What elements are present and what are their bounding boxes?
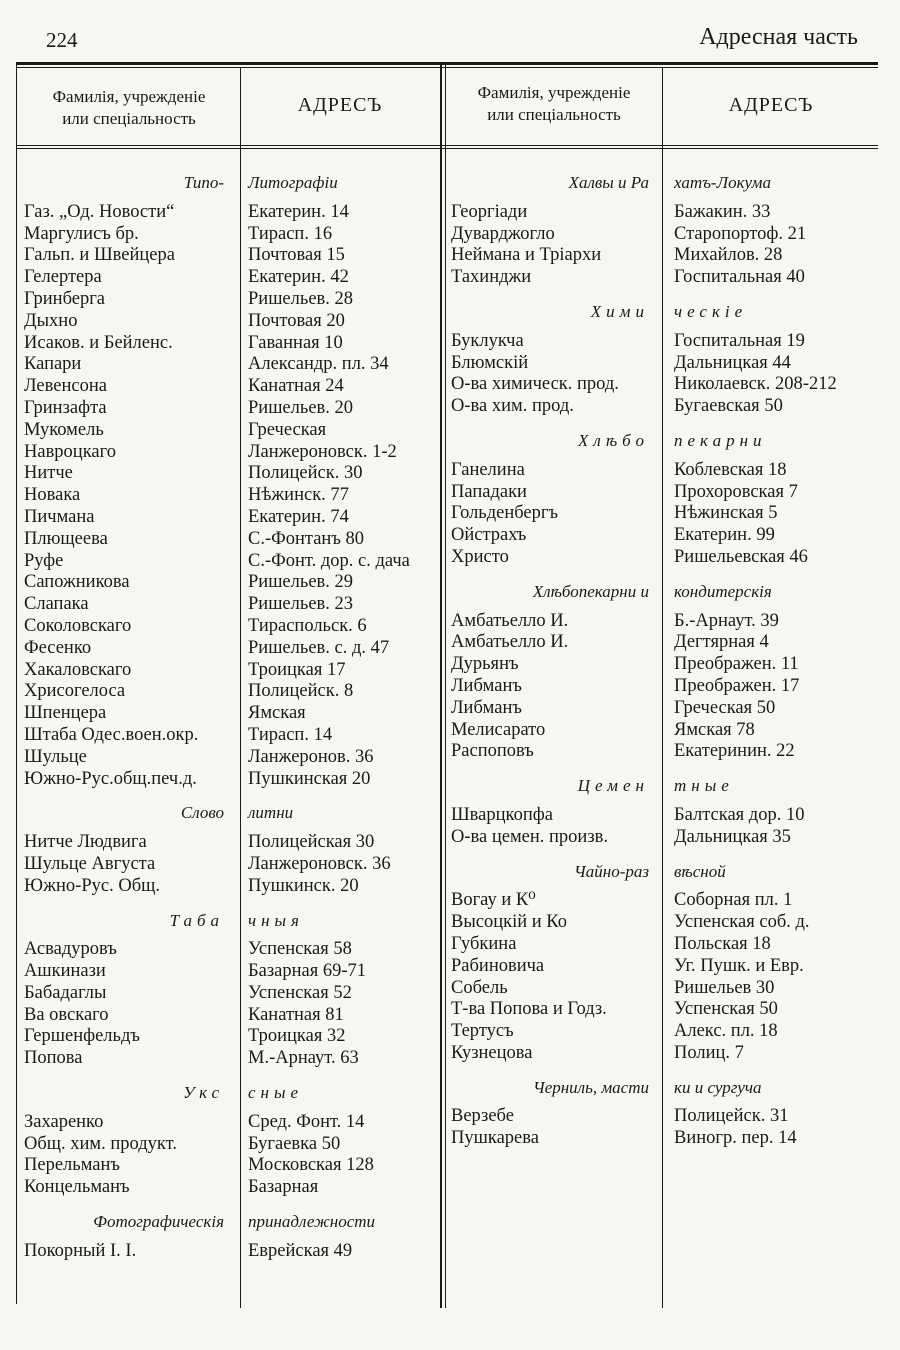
entry-name: Штаба Одес.воен.окр. — [24, 724, 199, 745]
section-gap — [24, 1104, 440, 1112]
directory-entry — [451, 720, 876, 742]
entry-name: Буклукча — [451, 330, 524, 351]
directory-entry — [24, 1026, 440, 1048]
directory-entry — [451, 978, 876, 1000]
directory-entry — [451, 331, 876, 353]
entry-name: Нитче Людвига — [24, 832, 147, 853]
entry-name: Мукомель — [24, 419, 104, 440]
entry-name: Шварцкопфа — [451, 804, 553, 825]
entry-address: Ланжероновск. 36 — [248, 853, 391, 874]
entry-address: Полиц. 7 — [674, 1042, 744, 1063]
entry-address: М.-Арнаут. 63 — [248, 1048, 359, 1069]
directory-entry — [24, 1112, 440, 1134]
section-heading-left: Таба — [169, 910, 224, 930]
entry-name: Хрисогелоса — [24, 681, 126, 702]
section-heading — [451, 172, 876, 194]
entry-name: Концельманъ — [24, 1177, 130, 1198]
section-heading — [24, 172, 440, 194]
entry-address: Дегтярная 4 — [674, 632, 769, 653]
directory-entry — [24, 616, 440, 638]
entry-address: Нѣжинск. 77 — [248, 485, 349, 506]
entry-address: Б.-Арнаут. 39 — [674, 610, 779, 631]
directory-entry — [24, 876, 440, 898]
section-heading-right: ки и сургуча — [674, 1077, 762, 1097]
entry-address: Виногр. пер. 14 — [674, 1128, 797, 1149]
entry-name: Гольденбергъ — [451, 503, 559, 524]
directory-entry — [451, 224, 876, 246]
entry-name: Ойстрахъ — [451, 525, 527, 546]
section-gap — [451, 849, 876, 861]
entry-address: Канатная 24 — [248, 376, 344, 397]
left-name-header — [20, 86, 238, 130]
entry-name: Амбатьелло И. — [451, 632, 569, 653]
directory-entry — [24, 983, 440, 1005]
section-heading-left: Хлѣбопекарни и — [532, 581, 649, 601]
left-name-header-text: Фамилія, учрежденіе или спеціальность — [52, 87, 206, 128]
right-address-header-text: АДРЕСЪ — [728, 94, 814, 116]
section-heading — [24, 1211, 440, 1233]
section-gap — [451, 1098, 876, 1106]
section-heading — [451, 581, 876, 603]
directory-entry — [451, 632, 876, 654]
section-heading-left: Типо- — [183, 173, 224, 192]
section-heading-right: чныя — [248, 910, 304, 930]
entry-address: Пушкинск. 20 — [248, 875, 359, 896]
entry-address: Ришельев. 28 — [248, 288, 354, 309]
section-gap — [24, 194, 440, 202]
entry-address: Екатеринин. 22 — [674, 741, 795, 762]
entry-name: Георгіади — [451, 201, 528, 222]
directory-entry — [24, 463, 440, 485]
entry-name: Тахинджи — [451, 267, 532, 288]
section-heading-left: Слово — [180, 803, 224, 823]
entry-address: Тираспольск. 6 — [248, 615, 367, 636]
entry-address: Александр. пл. 34 — [248, 354, 389, 375]
right-name-header — [448, 82, 660, 126]
directory-entry — [24, 769, 440, 791]
entry-address: Ришельев. 23 — [248, 594, 354, 615]
entry-name: Дыхно — [24, 310, 78, 331]
section-gap — [451, 763, 876, 775]
entry-name: Гальп. и Швейцера — [24, 245, 175, 266]
entry-address: Ришельев. 20 — [248, 397, 354, 418]
entry-name: Ганелина — [451, 459, 525, 480]
section-gap — [451, 452, 876, 460]
directory-entry — [24, 854, 440, 876]
entry-address: Базарная — [248, 1177, 319, 1198]
entry-name: Мелисарато — [451, 719, 546, 740]
directory-entry — [24, 333, 440, 355]
entry-address: Екатерин. 74 — [248, 506, 349, 527]
directory-entry — [24, 245, 440, 267]
directory-entry — [24, 311, 440, 333]
directory-entry — [24, 354, 440, 376]
entry-address: Сред. Фонт. 14 — [248, 1111, 365, 1132]
directory-entry — [24, 507, 440, 529]
section-heading-right: литни — [248, 803, 294, 823]
entry-name: Ашкинази — [24, 961, 106, 982]
entry-address: Бажакин. 33 — [674, 201, 771, 222]
entry-address: Дальницкая 44 — [674, 352, 791, 373]
entry-name: Асвадуровъ — [24, 939, 117, 960]
section-gap — [451, 418, 876, 430]
directory-entry — [24, 224, 440, 246]
directory-entry — [24, 1134, 440, 1156]
entry-name: Амбатьелло И. — [451, 610, 569, 631]
entry-name: Южно-Рус. Общ. — [24, 875, 160, 896]
outer-left-rule — [16, 62, 17, 1304]
entry-name: Дуварджогло — [451, 223, 555, 244]
directory-entry — [24, 638, 440, 660]
entry-address: Преображен. 17 — [674, 675, 800, 696]
section-heading — [451, 430, 876, 452]
directory-entry — [451, 525, 876, 547]
directory-entry — [451, 374, 876, 396]
entry-address: Успенская 50 — [674, 999, 778, 1020]
section-heading — [24, 1082, 440, 1104]
entry-name: Нитче — [24, 463, 73, 484]
directory-entry — [451, 503, 876, 525]
directory-entry — [451, 1106, 876, 1128]
directory-entry — [24, 1048, 440, 1070]
entry-address: Почтовая 20 — [248, 310, 345, 331]
entry-address: Госпитальная 40 — [674, 267, 805, 288]
entry-name: Исаков. и Бейленс. — [24, 332, 173, 353]
section-gap — [24, 1070, 440, 1082]
entry-name: Высоцкій и Ко — [451, 912, 567, 933]
directory-entry — [451, 482, 876, 504]
left-address-header — [242, 94, 438, 116]
section-heading — [451, 1077, 876, 1099]
entry-name: Сапожникова — [24, 572, 130, 593]
entry-address: Полицейская 30 — [248, 832, 375, 853]
section-heading-right: кондитерскія — [674, 581, 772, 601]
directory-entry — [451, 1021, 876, 1043]
directory-entry — [24, 420, 440, 442]
entry-name: О-ва цемен. произв. — [451, 826, 608, 847]
right-address-header — [664, 94, 878, 116]
entry-name: Т-ва Попова и Годз. — [451, 999, 607, 1020]
section-gap — [24, 1199, 440, 1211]
directory-entry — [24, 572, 440, 594]
section-gap — [451, 323, 876, 331]
entry-name: Навроцкаго — [24, 441, 117, 462]
entry-name: Собель — [451, 977, 508, 998]
directory-entry — [24, 660, 440, 682]
directory-entry — [451, 245, 876, 267]
section-heading-left: Укс — [183, 1083, 224, 1103]
entry-name: Новака — [24, 485, 81, 506]
entry-name: Христо — [451, 546, 509, 567]
entry-address: Ришельев. 29 — [248, 572, 354, 593]
directory-entry — [24, 939, 440, 961]
entry-address: Ланжеронов. 36 — [248, 746, 374, 767]
entry-name: Пушкарева — [451, 1128, 539, 1149]
left-directory-column — [24, 172, 440, 1263]
entry-name: Гершенфельдъ — [24, 1026, 140, 1047]
entry-name: Рабиновича — [451, 955, 545, 976]
directory-entry — [451, 611, 876, 633]
entry-address: Ланжероновск. 1-2 — [248, 441, 397, 462]
directory-entry — [451, 1043, 876, 1065]
entry-address: Успенская 58 — [248, 939, 352, 960]
entry-name: Пичмана — [24, 506, 95, 527]
entry-address: Троицкая 32 — [248, 1026, 346, 1047]
entry-address: Тирасп. 16 — [248, 223, 333, 244]
entry-name: Общ. хим. продукт. — [24, 1133, 177, 1154]
directory-entry — [24, 529, 440, 551]
right-name-header-text: Фамилія, учрежденіе или спеціальность — [477, 83, 631, 124]
entry-address: Коблевская 18 — [674, 459, 787, 480]
section-heading — [451, 775, 876, 797]
entry-address: Полицейск. 30 — [248, 463, 363, 484]
directory-entry — [451, 890, 876, 912]
entry-name: Тертусъ — [451, 1021, 514, 1042]
entry-address: Греческая 50 — [674, 697, 776, 718]
directory-entry — [24, 961, 440, 983]
section-heading-left: Черниль, масти — [532, 1077, 649, 1097]
entry-address: Польская 18 — [674, 933, 771, 954]
section-heading-left: Хлѣбо — [578, 430, 649, 450]
entry-address: Уг. Пушк. и Евр. — [674, 955, 804, 976]
section-heading-right: вѣсной — [674, 861, 726, 881]
directory-entry — [451, 805, 876, 827]
entry-name: Губкина — [451, 933, 517, 954]
directory-entry — [24, 594, 440, 616]
entry-name: Перельманъ — [24, 1155, 120, 1176]
entry-name: Захаренко — [24, 1111, 104, 1132]
entry-address: Алекс. пл. 18 — [674, 1021, 778, 1042]
entry-name: Верзебе — [451, 1106, 514, 1127]
entry-address: Гаванная 10 — [248, 332, 343, 353]
entry-address: Екатерин. 42 — [248, 267, 349, 288]
directory-entry — [24, 398, 440, 420]
entry-address: Екатерин. 99 — [674, 525, 775, 546]
directory-entry — [451, 676, 876, 698]
section-gap — [24, 898, 440, 910]
directory-entry — [24, 1177, 440, 1199]
section-heading-right: сные — [248, 1083, 304, 1103]
directory-entry — [451, 654, 876, 676]
directory-entry — [451, 1128, 876, 1150]
directory-entry — [24, 202, 440, 224]
right-directory-column — [451, 172, 876, 1150]
entry-address: Ямская — [248, 703, 306, 724]
section-heading-right: ческіе — [674, 301, 748, 321]
entry-name: Либманъ — [451, 697, 522, 718]
directory-entry — [24, 1241, 440, 1263]
section-gap — [24, 790, 440, 802]
entry-address: Канатная 81 — [248, 1004, 344, 1025]
entry-address: Еврейская 49 — [248, 1240, 353, 1261]
entry-address: Бугаевская 50 — [674, 396, 783, 417]
directory-entry — [451, 741, 876, 763]
directory-entry — [451, 396, 876, 418]
directory-entry — [24, 376, 440, 398]
entry-address: Ямская 78 — [674, 719, 755, 740]
header-rule-2 — [16, 148, 878, 149]
entry-address: Ришельев 30 — [674, 977, 775, 998]
entry-address: Московская 128 — [248, 1155, 374, 1176]
entry-name: Шульце Августа — [24, 853, 156, 874]
section-gap — [451, 797, 876, 805]
entry-name: Дурьянъ — [451, 654, 519, 675]
section-gap — [451, 289, 876, 301]
entry-address: С.-Фонтанъ 80 — [248, 528, 365, 549]
entry-name: Распоповъ — [451, 741, 534, 762]
entry-name: Ва овскаго — [24, 1004, 109, 1025]
section-heading-right: хатъ-Локума — [674, 173, 772, 192]
entry-name: Плющеева — [24, 528, 108, 549]
center-rule-b — [445, 62, 446, 1308]
entry-address: Ришельев. с. д. 47 — [248, 637, 390, 658]
directory-entry — [24, 267, 440, 289]
directory-entry — [24, 747, 440, 769]
entry-address: Греческая — [248, 419, 327, 440]
entry-name: Соколовскаго — [24, 615, 132, 636]
entry-address: Пушкинская 20 — [248, 768, 371, 789]
section-heading-left: Халвы и Ра — [568, 173, 649, 192]
top-rule-thin — [16, 67, 878, 68]
entry-name: Левенсона — [24, 376, 107, 397]
section-gap — [24, 931, 440, 939]
entry-name: Покорный I. I. — [24, 1240, 137, 1261]
directory-entry — [24, 442, 440, 464]
entry-address: С.-Фонт. дор. с. дача — [248, 550, 410, 571]
directory-entry — [451, 353, 876, 375]
entry-name: О-ва хим. прод. — [451, 396, 574, 417]
entry-address: Тирасп. 14 — [248, 724, 333, 745]
header-rule — [16, 145, 878, 146]
directory-entry — [451, 827, 876, 849]
entry-name: Пападаки — [451, 481, 527, 502]
page-number: 224 — [46, 28, 78, 52]
entry-address: Полицейск. 31 — [674, 1106, 789, 1127]
section-gap — [24, 1233, 440, 1241]
section-heading-right: принадлежности — [248, 1212, 376, 1232]
entry-address: Базарная 69-71 — [248, 961, 367, 982]
entry-name: Гринберга — [24, 288, 106, 309]
section-gap — [451, 1065, 876, 1077]
section-gap — [451, 603, 876, 611]
directory-entry — [24, 551, 440, 573]
directory-entry — [24, 681, 440, 703]
section-heading-right: Литографіи — [248, 173, 338, 192]
entry-name: Хакаловскаго — [24, 659, 132, 680]
section-heading — [451, 861, 876, 883]
entry-name: Либманъ — [451, 675, 522, 696]
entry-address: Прохоровская 7 — [674, 481, 798, 502]
entry-name: Маргулисъ бр. — [24, 223, 139, 244]
directory-entry — [451, 912, 876, 934]
section-heading — [24, 910, 440, 932]
directory-entry — [451, 999, 876, 1021]
entry-address: Госпитальная 19 — [674, 330, 805, 351]
directory-entry — [24, 832, 440, 854]
entry-name: Попова — [24, 1048, 83, 1069]
entry-address: Бугаевка 50 — [248, 1133, 341, 1154]
section-heading-left: Хими — [590, 301, 649, 321]
entry-address: Нѣжинская 5 — [674, 503, 778, 524]
entry-name: Газ. „Од. Новости“ — [24, 201, 175, 222]
section-heading — [24, 802, 440, 824]
section-heading-right: пекарни — [674, 430, 767, 450]
entry-address: Екатерин. 14 — [248, 201, 349, 222]
entry-name: Неймана и Тріархи — [451, 245, 602, 266]
section-gap — [451, 194, 876, 202]
entry-address: Дальницкая 35 — [674, 826, 791, 847]
section-heading-left: Фотографическія — [93, 1212, 224, 1232]
entry-name: Гелертера — [24, 267, 102, 288]
entry-name: Шульце — [24, 746, 87, 767]
directory-entry — [24, 1005, 440, 1027]
entry-name: Бабадаглы — [24, 982, 107, 1003]
entry-name: Шпенцера — [24, 703, 107, 724]
directory-entry — [451, 267, 876, 289]
directory-entry — [24, 289, 440, 311]
entry-address: Почтовая 15 — [248, 245, 345, 266]
directory-entry — [451, 547, 876, 569]
left-address-header-text: АДРЕСЪ — [297, 94, 383, 116]
entry-name: Руфе — [24, 550, 64, 571]
entry-address: Николаевск. 208-212 — [674, 374, 837, 395]
section-heading-left: Цемен — [577, 776, 649, 796]
directory-entry — [24, 1155, 440, 1177]
entry-address: Ришельевская 46 — [674, 546, 808, 567]
center-rule-a — [440, 62, 442, 1308]
section-heading-right: тные — [674, 776, 734, 796]
entry-name: Слапака — [24, 594, 89, 615]
entry-address: Соборная пл. 1 — [674, 890, 793, 911]
entry-address: Успенская 52 — [248, 982, 352, 1003]
entry-name: Гринзафта — [24, 397, 107, 418]
entry-address: Старопортоф. 21 — [674, 223, 807, 244]
directory-entry — [24, 725, 440, 747]
entry-address: Балтская дор. 10 — [674, 804, 805, 825]
running-head: Адресная часть — [699, 24, 858, 50]
directory-entry — [451, 460, 876, 482]
section-heading — [451, 301, 876, 323]
entry-name: Вогау и К⁰ — [451, 890, 536, 911]
entry-name: Южно-Рус.общ.печ.д. — [24, 768, 197, 789]
directory-entry — [451, 956, 876, 978]
section-gap — [24, 824, 440, 832]
entry-address: Троицкая 17 — [248, 659, 346, 680]
entry-address: Полицейск. 8 — [248, 681, 354, 702]
section-heading-left: Чайно-раз — [574, 861, 649, 881]
entry-name: Фесенко — [24, 637, 92, 658]
entry-name: О-ва химическ. прод. — [451, 374, 619, 395]
entry-name: Капари — [24, 354, 82, 375]
directory-entry — [451, 934, 876, 956]
entry-address: Преображен. 11 — [674, 654, 799, 675]
entry-name: Кузнецова — [451, 1042, 533, 1063]
directory-entry — [24, 703, 440, 725]
section-gap — [451, 569, 876, 581]
entry-address: Михайлов. 28 — [674, 245, 783, 266]
directory-entry — [451, 202, 876, 224]
entry-address: Успенская соб. д. — [674, 912, 810, 933]
entry-name: Блюмскій — [451, 352, 529, 373]
section-gap — [451, 882, 876, 890]
directory-entry — [451, 698, 876, 720]
directory-entry — [24, 485, 440, 507]
top-rule-thick — [16, 62, 878, 65]
